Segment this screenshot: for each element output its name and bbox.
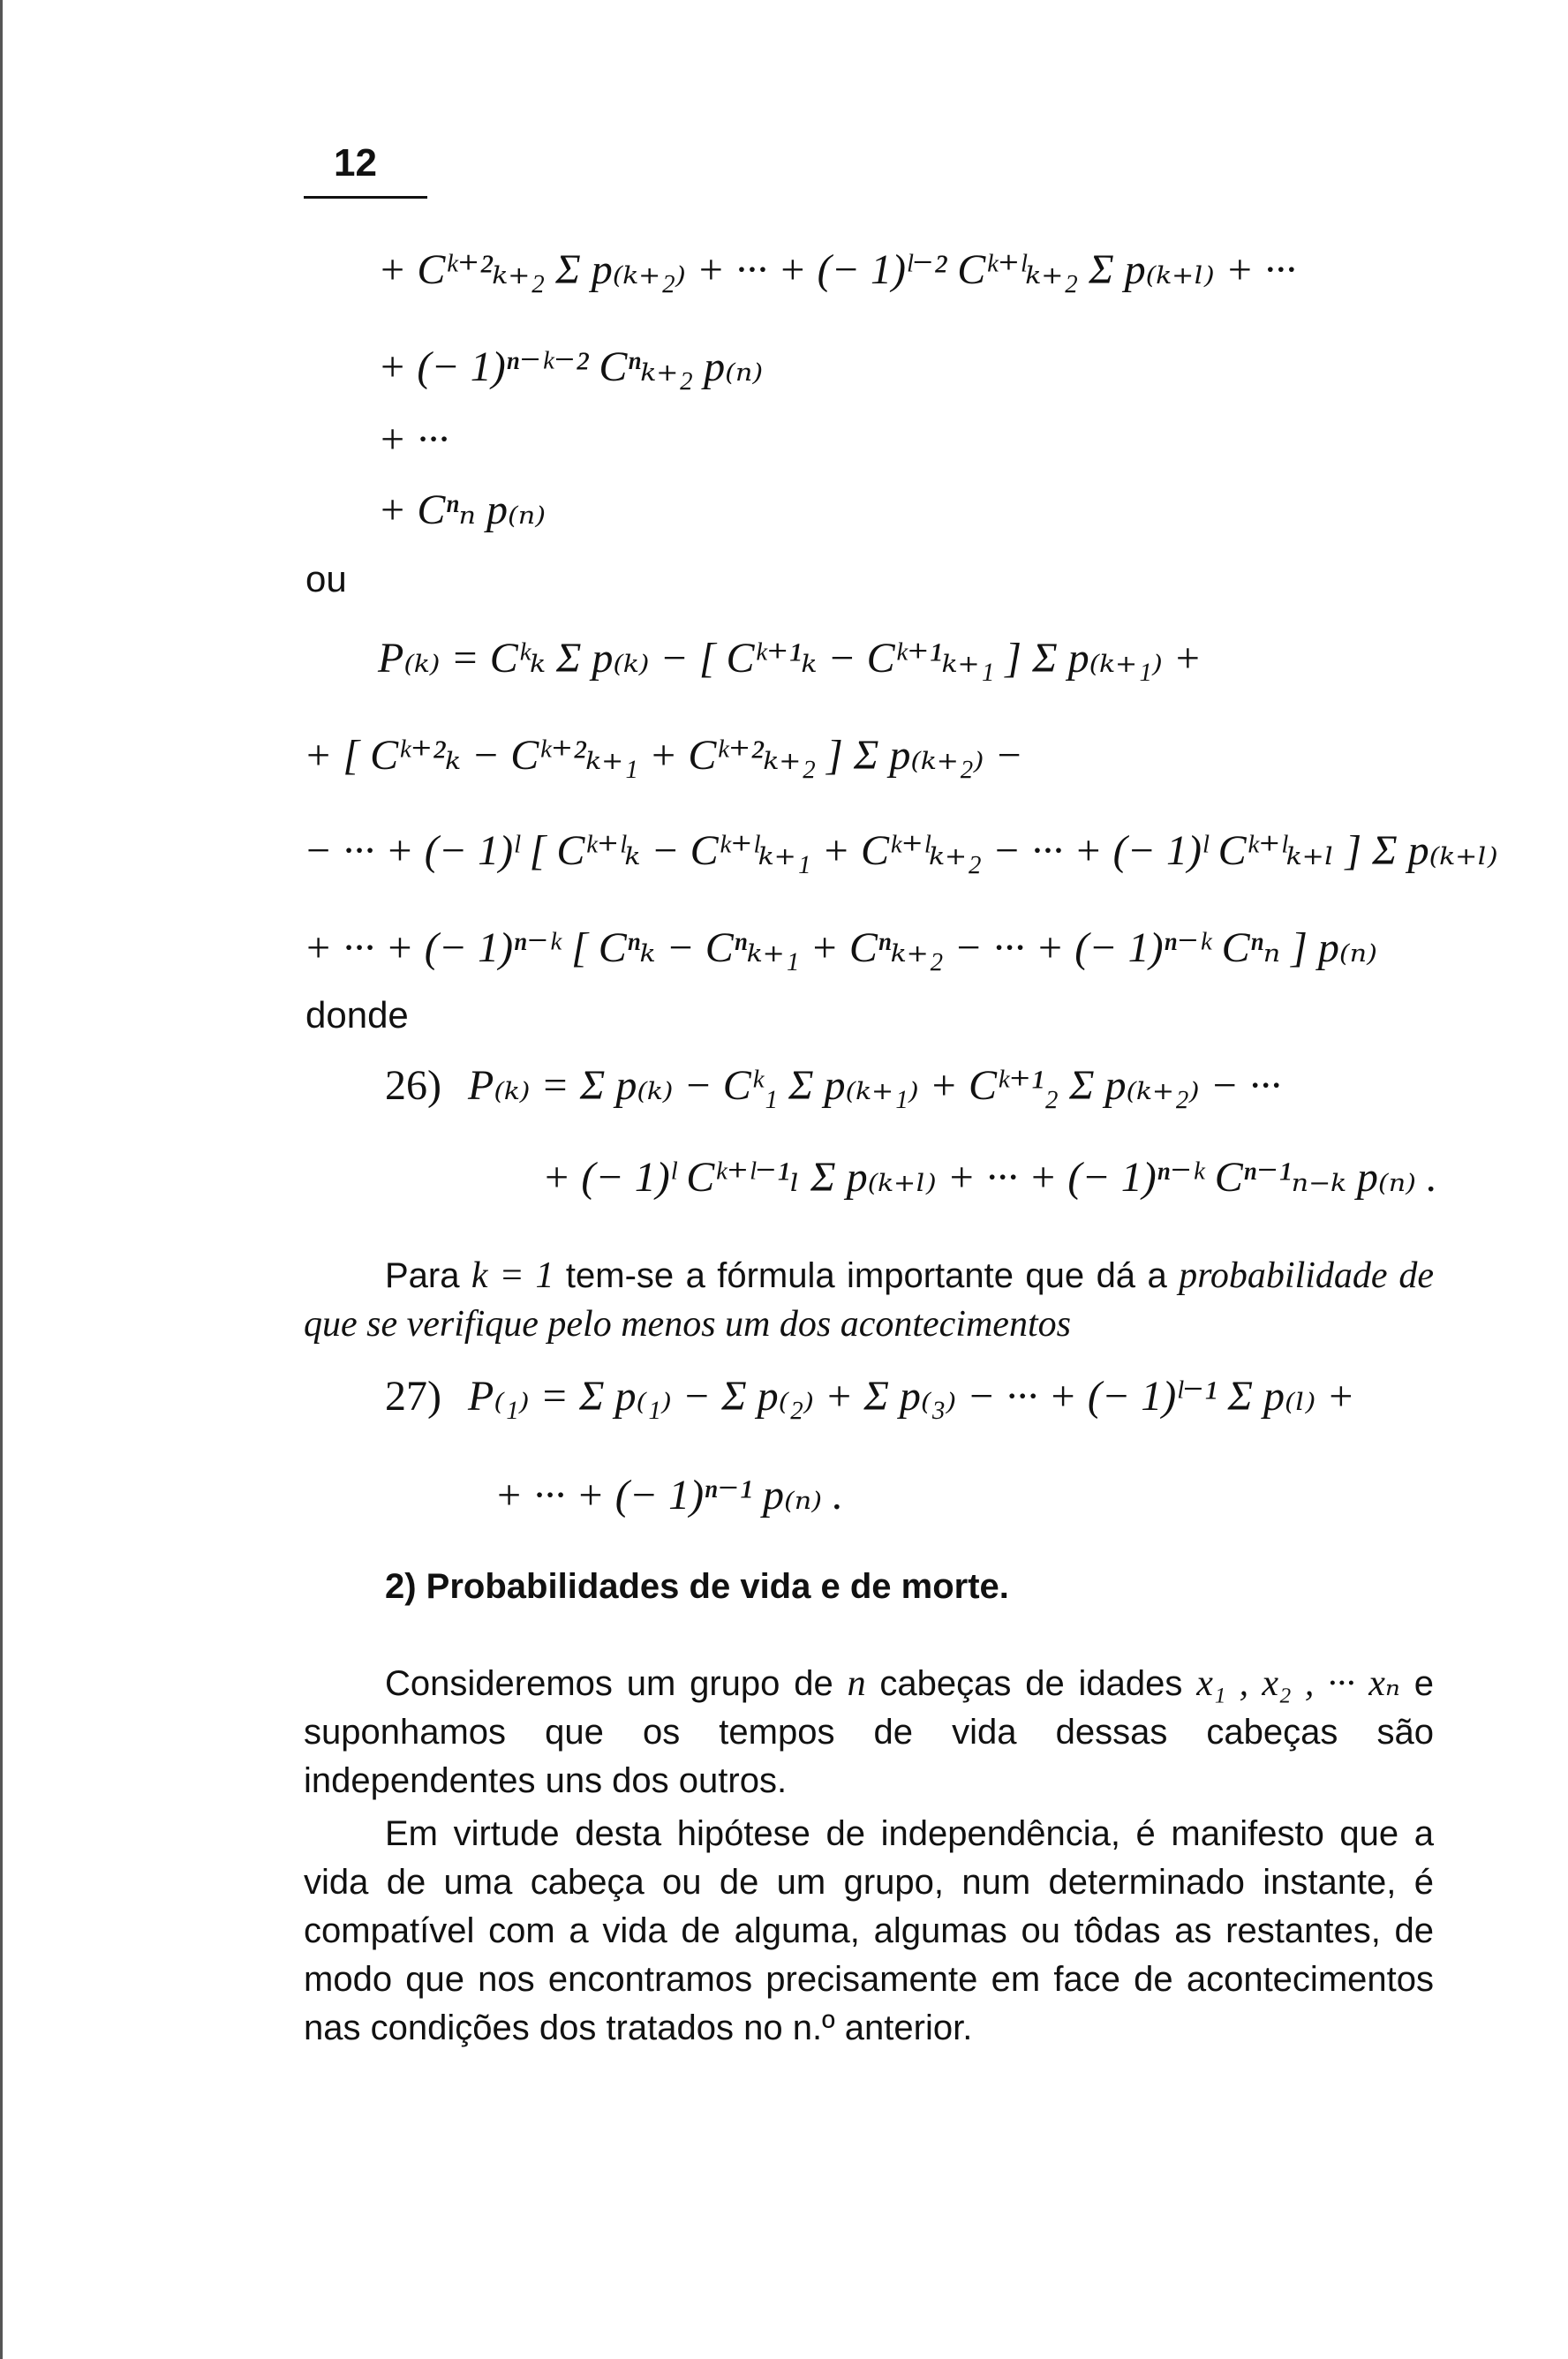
paragraph-1: [304, 1660, 1434, 1805]
intro-text-part-2: tem-se a fórmula importante que dá a: [554, 1256, 1180, 1295]
paragraph-1-text-mid: cabeças de idades: [865, 1664, 1197, 1703]
expansion-line-4: + ··· + (− 1)ⁿ⁻ᵏ [ Cⁿₖ − Cⁿₖ₊₁ + Cⁿₖ₊₂ − ··· + (− 1)ⁿ⁻ᵏ Cⁿₙ ] p₍ₙ₎: [304, 924, 1377, 971]
paragraph-1-text-after: e suponhamos que os tempos de vida dessas cabeças são independentes uns dos outros.: [304, 1664, 1435, 1800]
paragraph-1-ages: x₁ , x₂ , ··· xₙ: [1196, 1663, 1400, 1704]
paragraph-2: Em virtude desta hipótese de independência, é manifesto que a vida de uma cabeça ou de um grupo, num determinado instante, é compatível com a vida de alguma, algumas ou tôdas as restantes, de modo que nos encontramos precisamente em face de acontecimentos nas condições dos tratados no n.º anterior.: [304, 1814, 1434, 2047]
expansion-line-1: P₍ₖ₎ = Cᵏₖ Σ p₍ₖ₎ − [ Cᵏ⁺¹ₖ − Cᵏ⁺¹ₖ₊₁ ] Σ p₍ₖ₊₁₎ +: [378, 635, 1202, 682]
page-number-rule: [304, 196, 427, 199]
intro-paragraph-27: [304, 1252, 1434, 1349]
top-formula-line-4: + Cⁿₙ p₍ₙ₎: [378, 486, 547, 533]
expansion-line-2: + [ Cᵏ⁺²ₖ − Cᵏ⁺²ₖ₊₁ + Cᵏ⁺²ₖ₊₂ ] Σ p₍ₖ₊₂₎ −: [304, 732, 1023, 779]
intro-text-part-1: Para: [385, 1256, 471, 1295]
intro-math-k: k = 1: [471, 1255, 554, 1296]
paragraph-1-text-before: Consideremos um grupo de: [385, 1664, 848, 1703]
equation-27-line-1: P₍₁₎ = Σ p₍₁₎ − Σ p₍₂₎ + Σ p₍₃₎ − ··· + (− 1)ˡ⁻¹ Σ p₍ₗ₎ +: [468, 1373, 1355, 1420]
paragraph-1-n: n: [847, 1663, 866, 1704]
top-formula-line-1: + Cᵏ⁺²ₖ₊₂ Σ p₍ₖ₊₂₎ + ··· + (− 1)ˡ⁻² Cᵏ⁺ˡₖ₊₂ Σ p₍ₖ₊ₗ₎ + ···: [378, 246, 1297, 293]
top-formula-line-2: + (− 1)ⁿ⁻ᵏ⁻² Cⁿₖ₊₂ p₍ₙ₎: [378, 343, 764, 390]
connector-donde: donde: [305, 994, 409, 1036]
equation-26-line-2: + (− 1)ˡ Cᵏ⁺ˡ⁻¹ₗ Σ p₍ₖ₊ₗ₎ + ··· + (− 1)ⁿ⁻ᵏ Cⁿ⁻¹ₙ₋ₖ p₍ₙ₎ .: [542, 1154, 1437, 1201]
top-formula-line-3: + ···: [378, 416, 449, 463]
equation-26-line-1: P₍ₖ₎ = Σ p₍ₖ₎ − Cᵏ₁ Σ p₍ₖ₊₁₎ + Cᵏ⁺¹₂ Σ p₍ₖ₊₂₎ − ···: [468, 1062, 1281, 1109]
equation-26-label: 26): [385, 1062, 441, 1109]
page-number: 12: [334, 141, 377, 185]
scan-edge: [0, 0, 3, 2359]
equation-27-line-2: + ··· + (− 1)ⁿ⁻¹ p₍ₙ₎ .: [494, 1472, 844, 1519]
expansion-line-3: − ··· + (− 1)ˡ [ Cᵏ⁺ˡₖ − Cᵏ⁺ˡₖ₊₁ + Cᵏ⁺ˡₖ₊₂ − ··· + (− 1)ˡ Cᵏ⁺ˡₖ₊ₗ ] Σ p₍ₖ₊ₗ₎: [304, 827, 1498, 874]
equation-27-label: 27): [385, 1373, 441, 1420]
intro-italic-phrase: probabilidade de que se verifique pelo menos um dos acontecimentos: [304, 1255, 1434, 1345]
connector-ou: ou: [305, 558, 347, 599]
section-heading: 2) Probabilidades de vida e de morte.: [385, 1567, 1009, 1606]
